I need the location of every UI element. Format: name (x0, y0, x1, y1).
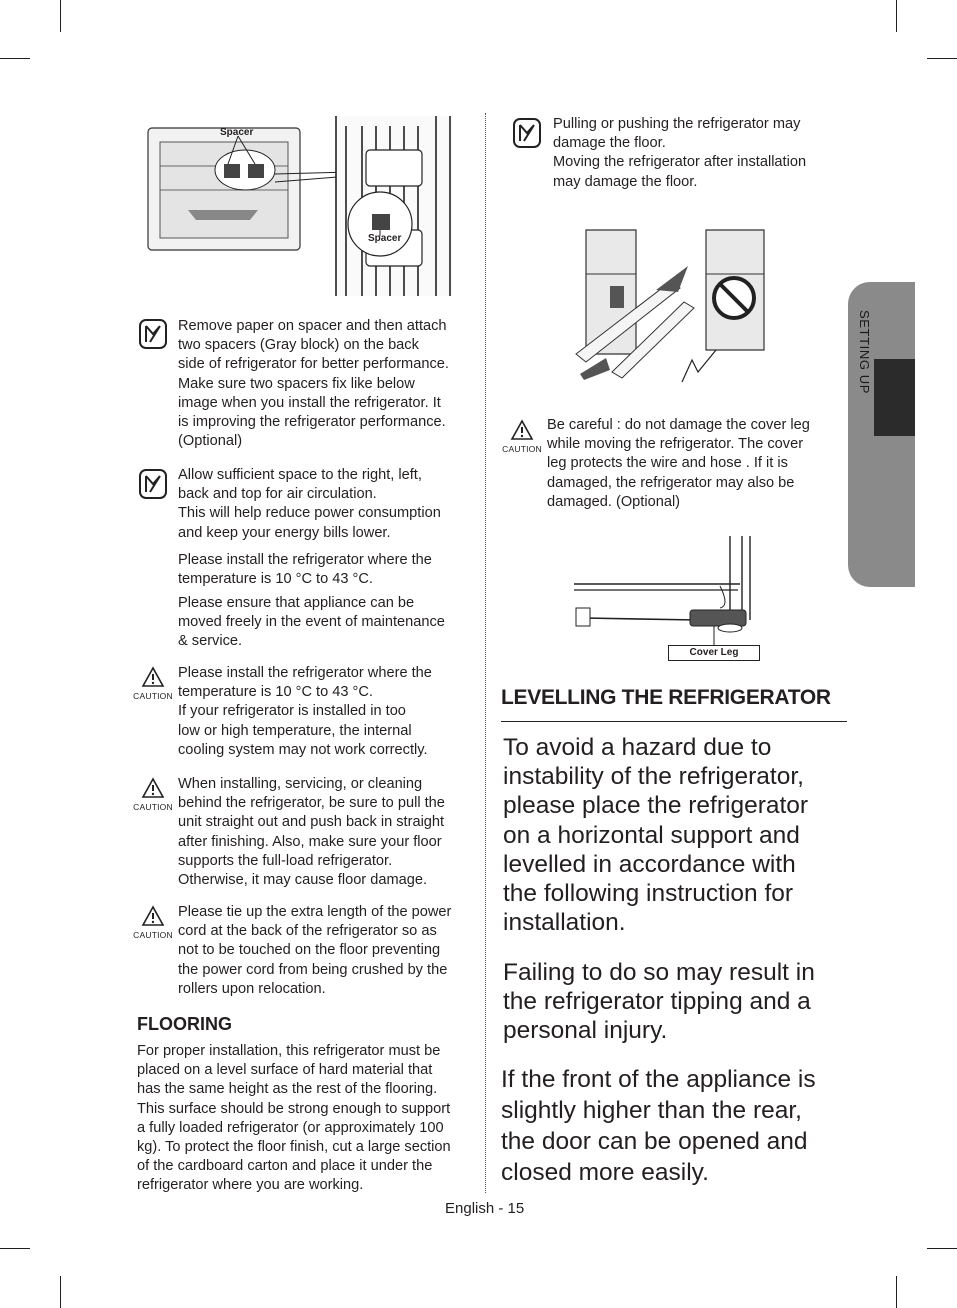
crop-mark (60, 1276, 61, 1308)
note-temp-text (178, 551, 432, 589)
heading-rule (501, 721, 847, 722)
section-tab-label: SETTING UP (857, 310, 872, 395)
text-line: placed on a level surface of hard material that (137, 1062, 433, 1079)
text-line: the door can be opened and (501, 1128, 808, 1155)
caution-temp-text (178, 664, 432, 760)
crop-mark (896, 1276, 897, 1308)
text-line: Please install the refrigerator where the (178, 665, 432, 681)
crop-mark (60, 0, 61, 32)
text-line: cord at the back of the refrigerator so as (178, 923, 437, 940)
text-line: kg). To protect the floor finish, cut a large section (137, 1139, 451, 1156)
caution-install-text (178, 775, 445, 890)
levelling-heading: LEVELLING THE REFRIGERATOR (501, 686, 831, 709)
levelling-paragraph-1 (503, 733, 808, 937)
caution-icon (131, 777, 175, 812)
column-divider (485, 113, 486, 1193)
text-line: When installing, servicing, or cleaning (178, 776, 423, 792)
text-line: the following instruction for (503, 880, 794, 908)
text-line: To avoid a hazard due to (503, 734, 772, 761)
text-line: closed more easily. (501, 1159, 709, 1186)
crop-mark (0, 58, 30, 59)
levelling-paragraph-3 (501, 1064, 816, 1188)
text-line: Remove paper on spacer and then attach (178, 318, 447, 334)
text-line: If your refrigerator is installed in too (178, 703, 406, 720)
caution-label: CAUTION (133, 930, 173, 940)
text-line: Please tie up the extra length of the power (178, 904, 452, 920)
text-line: side of refrigerator for better performance. (178, 356, 449, 373)
caution-label: CAUTION (133, 691, 173, 701)
note-space-text (178, 466, 441, 543)
text-line: the refrigerator tipping and a (503, 988, 811, 1016)
text-line: may damage the floor. (553, 173, 698, 190)
moving-refrigerator-illustration (566, 222, 774, 390)
text-line: cooling system may not work correctly. (178, 741, 428, 758)
section-tab-marker (874, 359, 915, 436)
text-line: This surface should be strong enough to support (137, 1100, 451, 1117)
text-line: after finishing. Also, make sure your floor (178, 833, 442, 850)
text-line: Please install the refrigerator where the (178, 552, 432, 568)
text-line: not to be touched on the floor preventing (178, 942, 441, 959)
text-line: a fully loaded refrigerator (or approximately 100 (137, 1119, 444, 1136)
text-line: has the same height as the rest of the flooring. (137, 1081, 438, 1098)
caution-icon (500, 419, 544, 454)
text-line: This will help reduce power consumption (178, 505, 441, 522)
text-line: Otherwise, it may cause floor damage. (178, 872, 428, 889)
text-line: behind the refrigerator, be sure to pull the (178, 795, 445, 812)
text-line: Make sure two spacers fix like below (178, 375, 415, 392)
text-line: the power cord from being crushed by the (178, 961, 448, 978)
text-line: rollers upon relocation. (178, 980, 326, 997)
text-line: supports the full-load refrigerator. (178, 852, 393, 869)
text-line: leg protects the wire and hose . If it is (547, 455, 788, 472)
text-line: low or high temperature, the internal (178, 722, 412, 739)
flooring-heading: FLOORING (137, 1014, 232, 1034)
text-line: If the front of the appliance is (501, 1066, 816, 1093)
warning-triangle-icon (141, 777, 165, 799)
text-line: image when you install the refrigerator. It (178, 394, 441, 411)
text-line: Allow sufficient space to the right, left, (178, 467, 422, 483)
text-line: on a horizontal support and (503, 821, 800, 849)
caution-icon (131, 905, 175, 940)
text-line: instability of the refrigerator, (503, 763, 804, 791)
warning-triangle-icon (510, 419, 534, 441)
text-line: damage the floor. (553, 135, 666, 152)
crop-mark (927, 1248, 957, 1249)
text-line: For proper installation, this refrigerator must be (137, 1043, 441, 1059)
text-line: moved freely in the event of maintenance (178, 614, 445, 631)
text-line: installation. (503, 909, 626, 937)
spacer-illustration (140, 112, 460, 300)
crop-mark (896, 0, 897, 32)
text-line: slightly higher than the rear, (501, 1097, 802, 1124)
note-icon (138, 468, 168, 500)
note-floor-text (553, 115, 806, 192)
note-icon (512, 117, 542, 149)
caution-cord-text (178, 903, 451, 999)
caution-icon (131, 666, 175, 701)
text-line: temperature is 10 °C to 43 °C. (178, 571, 373, 588)
text-line: damaged, the refrigerator may also be (547, 474, 795, 491)
note-spacer-text (178, 317, 449, 451)
crop-mark (927, 58, 957, 59)
text-line: please place the refrigerator (503, 792, 809, 820)
note-service-text (178, 594, 445, 652)
crop-mark (0, 1248, 30, 1249)
text-line: Pulling or pushing the refrigerator may (553, 116, 801, 132)
text-line: (Optional) (178, 433, 243, 450)
text-line: levelled in accordance with (503, 850, 796, 878)
text-line: while moving the refrigerator. The cover (547, 436, 804, 453)
cover-leg-label: Cover Leg (668, 645, 760, 661)
text-line: two spacers (Gray block) on the back (178, 337, 419, 354)
caution-leg-text (547, 416, 810, 512)
text-line: is improving the refrigerator performance. (178, 414, 446, 431)
warning-triangle-icon (141, 666, 165, 688)
text-line: Please ensure that appliance can be (178, 595, 415, 611)
text-line: Be careful : do not damage the cover leg (547, 417, 810, 433)
caution-label: CAUTION (502, 444, 542, 454)
text-line: and keep your energy bills lower. (178, 524, 391, 541)
text-line: & service. (178, 633, 243, 650)
text-line: back and top for air circulation. (178, 486, 377, 503)
text-line: temperature is 10 °C to 43 °C. (178, 684, 373, 701)
spacer-label-circle: Spacer (368, 233, 402, 244)
text-line: refrigerator where you are working. (137, 1177, 364, 1194)
text-line: unit straight out and push back in straight (178, 814, 445, 831)
text-line: damaged. (Optional) (547, 493, 681, 510)
flooring-text (137, 1042, 451, 1196)
text-line: personal injury. (503, 1017, 668, 1045)
levelling-paragraph-2 (503, 958, 815, 1046)
warning-triangle-icon (141, 905, 165, 927)
text-line: Failing to do so may result in (503, 959, 815, 986)
note-icon (138, 318, 168, 350)
text-line: of the cardboard carton and place it under the (137, 1158, 433, 1175)
text-line: Moving the refrigerator after installation (553, 154, 807, 171)
spacer-label-top: Spacer (220, 127, 254, 138)
caution-label: CAUTION (133, 802, 173, 812)
page-number: English - 15 (445, 1200, 525, 1217)
